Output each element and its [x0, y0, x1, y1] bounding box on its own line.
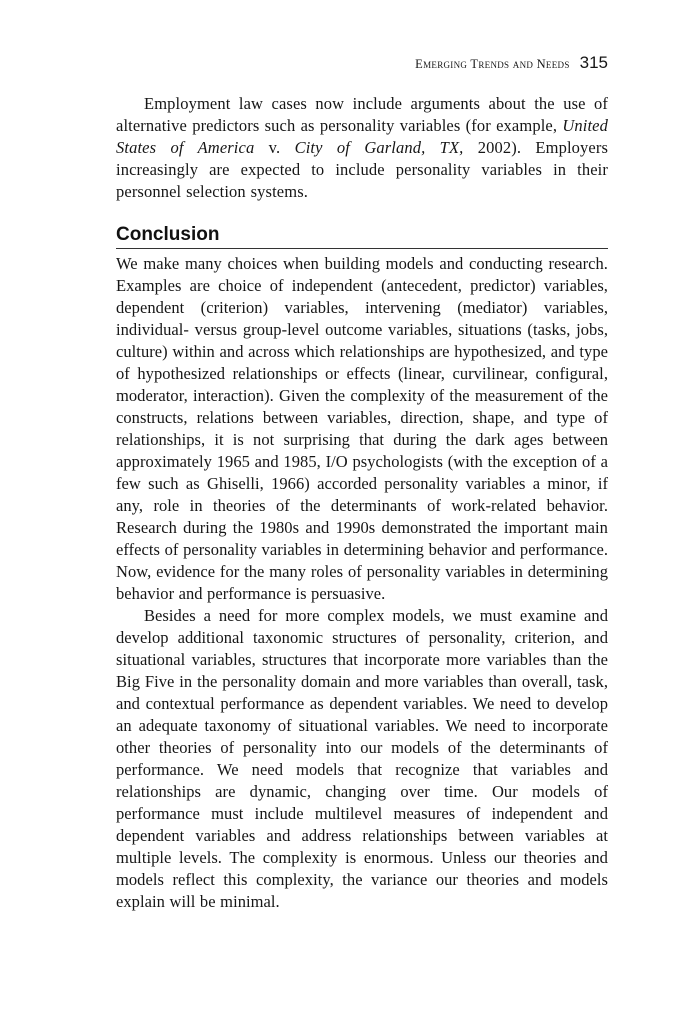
conclusion-section [116, 253, 608, 913]
intro-paragraph [116, 93, 608, 203]
case-versus: v. [254, 138, 295, 157]
page-body [116, 93, 608, 913]
section-heading-conclusion: Conclusion [116, 223, 608, 249]
case-party-1: United States of America [116, 116, 608, 157]
conclusion-paragraph-1: We make many choices when building models and conducting research. Examples are choice of independent (antecedent, predictor) variables, dependent (criterion) variables, intervening (mediator) variables, individual- versus group-level outcome variables, situations (tasks, jobs, culture) within and across which relationships are hypothesized, and type of hypothesized relationships or effects (linear, curvilinear, configural, moderator, interaction). Given the complexity of the measurement of the constructs, relations between variables, direction, shape, and type of relationships, it is not surprising that during the dark ages between approximately 1965 and 1985, I/O psychologists (with the exception of a few such as Ghiselli, 1966) accorded personality variables a minor, if any, role in theories of the determinants of work-related behavior. Research during the 1980s and 1990s demonstrated the important main effects of personality variables in determining behavior and performance. Now, evidence for the many roles of personality variables in determining behavior and performance is persuasive. [116, 254, 608, 603]
running-header [116, 53, 608, 73]
conclusion-paragraph-2: Besides a need for more complex models, we must examine and develop additional taxonomic structures of personality, criterion, and situational variables, structures that incorporate more variables than the Big Five in the personality domain and more variables than overall, task, and contextual performance as dependent variables. We need to develop an adequate taxonomy of situational variables. We need to incorporate other theories of personality into our models of the determinants of performance. We need models that recognize that variables and relationships are dynamic, changing over time. Our models of performance must include multilevel measures of independent and dependent variables and address relationships between variables at multiple levels. The complexity is enormous. Unless our theories and models reflect this complexity, the variance our theories and models explain will be minimal. [116, 606, 608, 911]
intro-text-after-case: 2002). Employers increasingly are expected to include personality variables in their personnel selection systems. [116, 138, 608, 201]
case-party-2: City of Garland, TX, [294, 138, 464, 157]
running-title: Emerging Trends and Needs [415, 57, 570, 71]
intro-text-before-case: Employment law cases now include arguments about the use of alternative predictors such as personality variables (for example, [116, 94, 608, 135]
page-number: 315 [579, 53, 608, 72]
